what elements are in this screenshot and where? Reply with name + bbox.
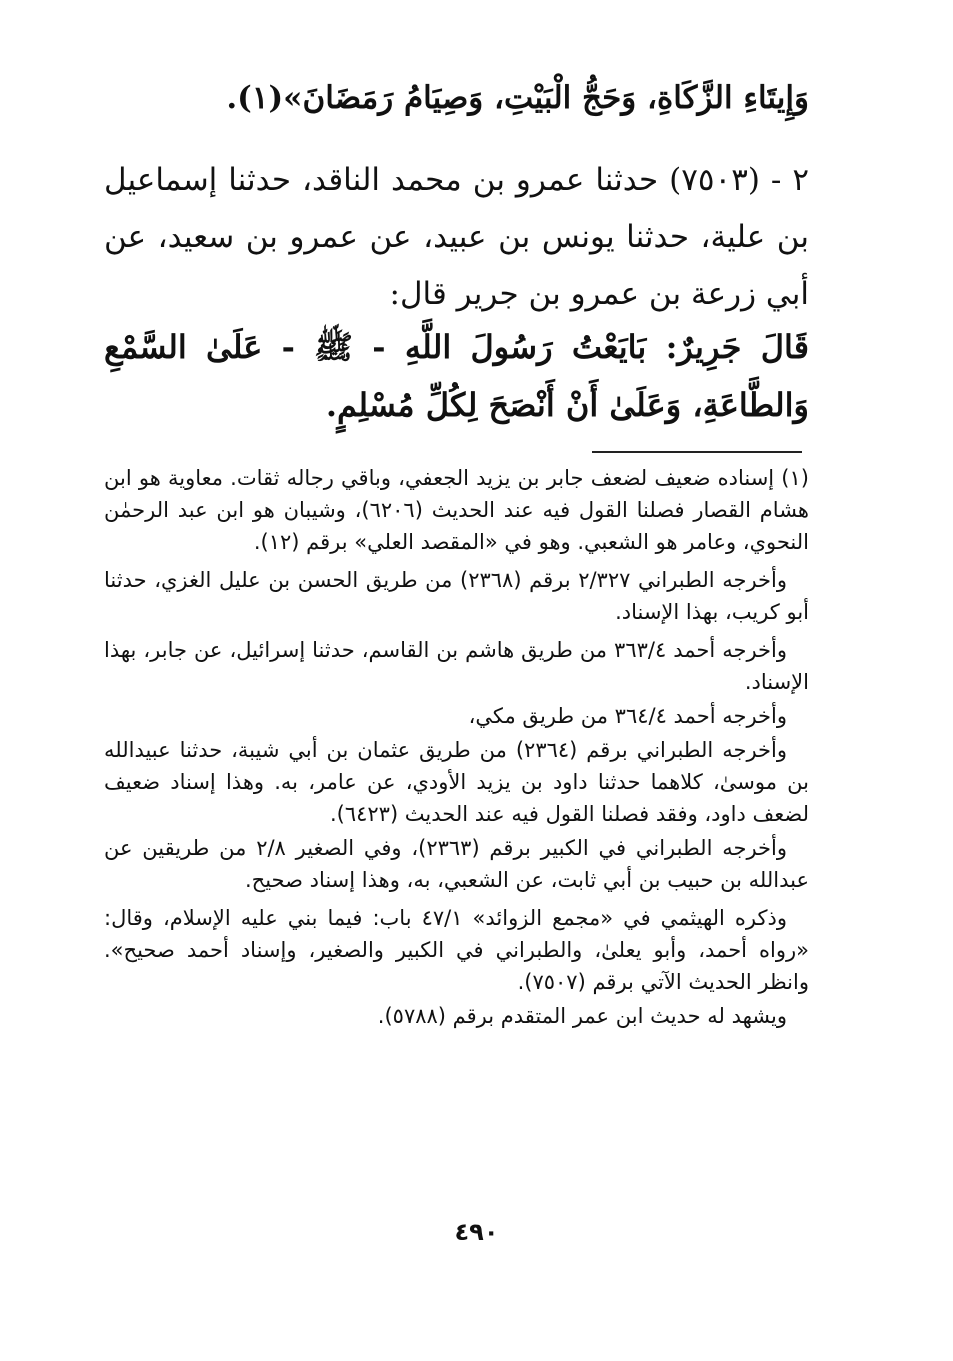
footnote-paragraph: ويشهد له حديث ابن عمر المتقدم برقم (٥٧٨٨).	[377, 1004, 787, 1028]
footnote-paragraph: وأخرجه أحمد ٣٦٤/٤ من طريق مكي،	[468, 704, 787, 728]
hadith-matn: قَالَ جَرِيرٌ: بَايَعْتُ رَسُولَ اللَّهِ - ﷺ - عَلَىٰ السَّمْعِ وَالطَّاعَةِ، وَعَلَىٰ أَنْ أَنْصَحَ لِكُلِّ مُسْلِمٍ.	[104, 328, 810, 424]
footnote-paragraph: (١) إسناده ضعيف لضعف جابر بن يزيد الجعفي، وباقي رجاله ثقات. معاوية هو ابن هشام القصار فصلنا القول فيه عند الحديث (٦٢٠٦)، وشيبان هو ابن عبد الرحمٰن النحوي، وعامر هو الشعبي. وهو في «المقصد العلي» برقم (١٢).	[104, 466, 810, 554]
footnote-paragraph: وذكره الهيثمي في «مجمع الزوائد» ٤٧/١ باب: فيما بني عليه الإسلام، وقال: «رواه أحمد، وأبو يعلىٰ، والطبراني في الكبير والصغير، وإسناد أحمد صحيح». وانظر الحديث الآتي برقم (٧٥٠٧).	[104, 906, 809, 994]
hadith-isnad: ٢ - (٧٥٠٣) حدثنا عمرو بن محمد الناقد، حدثنا إسماعيل بن علية، حدثنا يونس بن عبيد، عن عمرو بن سعيد، عن أبي زرعة بن عمرو بن جرير قال:	[104, 162, 809, 312]
page-number: ٤٩٠	[454, 1218, 499, 1246]
footnote-paragraph: وأخرجه الطبراني ٢/٣٢٧ برقم (٢٣٦٨) من طريق الحسن بن عليل الغزي، حدثنا أبو كريب، بهذا الإسناد.	[104, 568, 809, 624]
footnote-paragraph: وأخرجه الطبراني برقم (٢٣٦٤) من طريق عثمان بن أبي شيبة، حدثنا عبيدالله بن موسىٰ، كلاهما حدثنا داود بن يزيد الأودي، عن عامر، به. وهذا إسناد ضعيف لضعف داود، وفقد فصلنا القول فيه عند الحديث (٦٤٢٣).	[104, 738, 809, 826]
footnote-paragraph: وأخرجه الطبراني في الكبير برقم (٢٣٦٣)، وفي الصغير ٢/٨ من طريقين عن عبدالله بن حبيب بن أبي ثابت، عن الشعبي، به، وهذا إسناد صحيح.	[104, 836, 809, 892]
hadith-ending-line: وَإِيتَاءِ الزَّكَاةِ، وَحَجُّ الْبَيْتِ، وَصِيَامُ رَمَضَانَ»(١).	[226, 80, 809, 116]
footnote-separator	[592, 451, 802, 453]
footnote-paragraph: وأخرجه أحمد ٣٦٣/٤ من طريق هاشم بن القاسم، حدثنا إسرائيل، عن جابر، بهذا الإسناد.	[104, 638, 809, 694]
footnotes-section	[104, 462, 809, 1038]
